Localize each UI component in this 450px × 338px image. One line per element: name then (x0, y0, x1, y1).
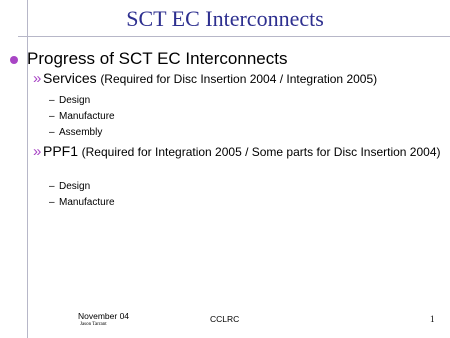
sub-bullet-icon: » (33, 143, 42, 160)
section-ppf1 (33, 143, 443, 179)
footer-date: November 04 (78, 311, 130, 321)
dash-icon: – (49, 127, 55, 138)
list-item (49, 126, 102, 140)
list-item (49, 196, 115, 210)
list-item-text: Assembly (59, 127, 103, 138)
section-title: Services (43, 70, 97, 86)
section-note: (Required for Disc Insertion 2004 / Integration 2005) (100, 72, 378, 86)
list-item-text: Design (59, 95, 91, 106)
list-item-text: Manufacture (59, 197, 115, 208)
dash-icon: – (49, 197, 55, 208)
list-item (49, 94, 90, 108)
footer-author: Jason Tarrant (80, 322, 107, 327)
footer-organization: CCLRC (210, 314, 240, 324)
section-note: (Required for Integration 2005 / Some parts for Disc Insertion 2004) (81, 145, 441, 159)
main-bullet (10, 49, 430, 69)
page-number: 1 (430, 314, 435, 324)
section-heading (43, 143, 443, 161)
dash-icon: – (49, 95, 55, 106)
list-item (49, 180, 90, 194)
section-heading (43, 70, 443, 88)
main-bullet-text: Progress of SCT EC Interconnects (27, 49, 288, 68)
list-item-text: Design (59, 181, 91, 192)
bullet-dot-icon (10, 56, 18, 64)
section-services (33, 70, 443, 88)
dash-icon: – (49, 181, 55, 192)
list-item-text: Manufacture (59, 111, 115, 122)
section-title: PPF1 (43, 143, 79, 159)
sub-bullet-icon: » (33, 70, 42, 87)
list-item (49, 110, 115, 124)
title-divider (18, 36, 450, 37)
dash-icon: – (49, 111, 55, 122)
slide-title: SCT EC Interconnects (126, 6, 324, 31)
